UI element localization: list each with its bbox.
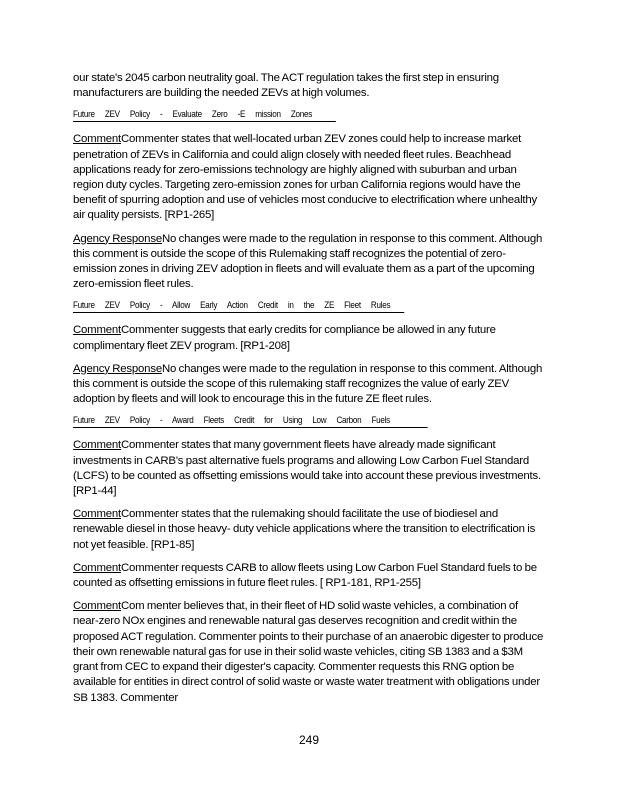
comment-text: Commenter states that well-located urban ZEV zones could help to increase market penetration of ZEVs in California and could align closely with needed fleet rules. Beachhead applications ready for zero-emissions technology are highly aligned with suburban and urban region duty cycles. Targeting zero-emission zones for urban California regions would have the benefit of spurring adoption and use of vehicles most conducive to electrification where unhealthy air quality persists. [RP1-265] — [73, 133, 537, 222]
comment-paragraph — [73, 561, 545, 591]
comment-paragraph — [73, 132, 545, 223]
agency-response-text: No changes were made to the regulation in response to this comment. Although this comment is outside the scope of this Rulemaking staff recognizes the potential of zero-emission zones in driving ZEV adoption in fleets and will evaluate them as a part of the upcoming zero-emission fleet rules. — [73, 232, 543, 291]
comment-paragraph — [73, 507, 545, 553]
comment-label: Comment — [73, 508, 121, 521]
comment-text: Commenter states that many government fleets have already made significant investments in CARB's past alternative fuels programs and allowing Low Carbon Fuel Standard (LCFS) to be counted as offsetting emissions would take into account these previous investments. [RP1-44] — [73, 439, 541, 498]
section-heading-low-carbon-fuels: Future ZEV Policy - Award Fleets Credit for Using Low Carbon Fuels — [73, 415, 428, 428]
comment-text: Com menter believes that, in their fleet of HD solid waste vehicles, a combination of near-zero NOx engines and renewable natural gas deserves recognition and credit within the proposed ACT regulation. Commenter points to their purchase of an anaerobic digester to produce their own renewable natural gas for use in their solid waste vehicles, citing SB 1383 and a $3M grant from CEC to expand their digester's capacity. Commenter requests this RNG option be available for entities in direct control of solid waste or waste water treatment with obligations under SB 1383. Commenter — [73, 600, 544, 704]
section-heading-evaluate-zero-emission-zones: Future ZEV Policy - Evaluate Zero -E mission Zones — [73, 109, 336, 122]
comment-label: Comment — [73, 561, 121, 574]
document-page — [73, 71, 545, 714]
comment-label: Comment — [73, 600, 121, 613]
page-number: 249 — [298, 733, 320, 747]
intro-paragraph: our state's 2045 carbon neutrality goal. The ACT regulation takes the first step in ensuring manufacturers are building the needed ZEVs at high volumes. — [73, 72, 499, 100]
agency-response-label: Agency Response — [73, 232, 162, 245]
comment-paragraph — [73, 438, 545, 499]
comment-paragraph — [73, 323, 545, 353]
comment-label: Comment — [73, 133, 121, 146]
agency-response-text: No changes were made to the regulation in response to this comment. Although this comment is outside the scope of this rulemaking staff recognizes the value of early ZEV adoption by fleets and will look to encourage this in the future ZE fleet rules. — [73, 362, 543, 406]
comment-paragraph — [73, 599, 545, 705]
comment-label: Comment — [73, 439, 121, 452]
section-heading-early-action-credit: Future ZEV Policy - Allow Early Action Credit in the ZE Fleet Rules — [73, 300, 404, 313]
agency-response-paragraph — [73, 232, 545, 293]
comment-label: Comment — [73, 324, 121, 337]
agency-response-paragraph — [73, 362, 545, 408]
comment-text: Commenter requests CARB to allow fleets using Low Carbon Fuel Standard fuels to be counted as offsetting emissions in future fleet rules. [ RP1-181, RP1-255] — [73, 561, 537, 590]
comment-text: Commenter states that the rulemaking should facilitate the use of biodiesel and renewable diesel in those heavy- duty vehicle applications where the transition to electrification is not yet feasible. [RP1-85] — [73, 508, 536, 551]
agency-response-label: Agency Response — [73, 362, 162, 375]
comment-text: Commenter suggests that early credits for compliance be allowed in any future complimentary fleet ZEV program. [RP1-208] — [73, 324, 496, 352]
